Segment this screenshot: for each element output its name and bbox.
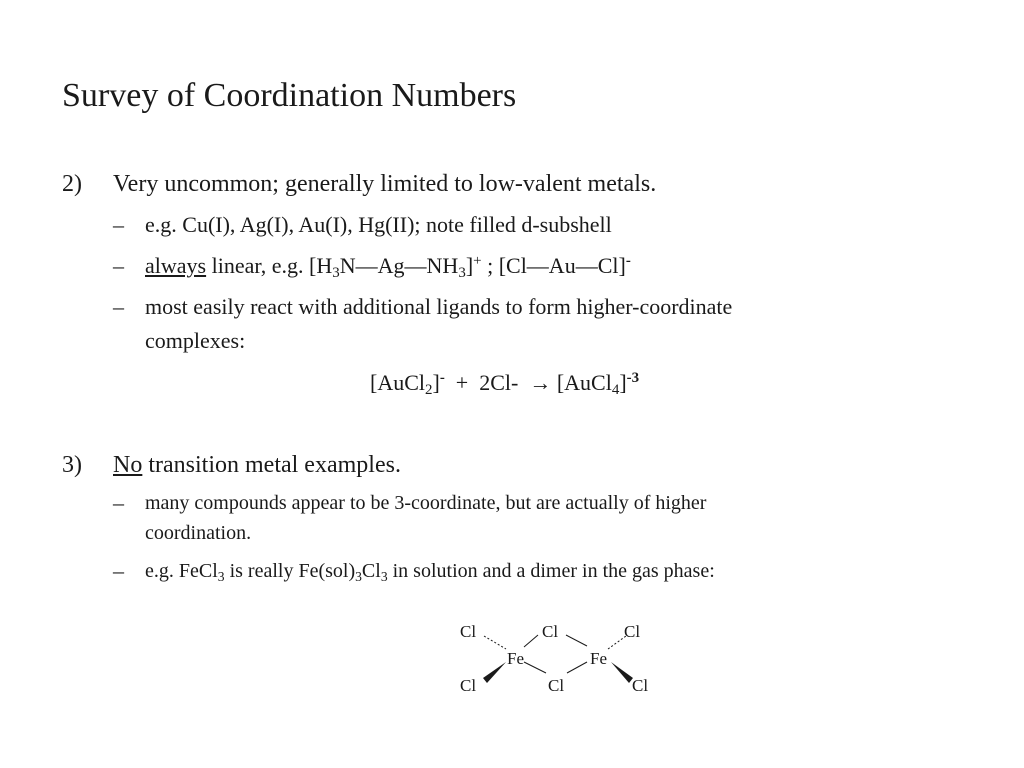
atom-label-cl: Cl bbox=[542, 622, 559, 641]
text-run: in solution and a dimer in the gas phase: bbox=[387, 560, 715, 582]
atom-label-fe: Fe bbox=[507, 649, 524, 668]
underlined-always: always bbox=[145, 253, 207, 278]
bullet-react-line2: complexes: bbox=[145, 328, 246, 353]
text-run: transition metal examples. bbox=[142, 452, 401, 478]
section-number-2: 2) bbox=[62, 171, 82, 197]
bullet-examples-text: e.g. Cu(I), Ag(I), Au(I), Hg(II); note filled d-subshell bbox=[145, 212, 612, 237]
bullet-fecl3-text bbox=[145, 556, 715, 586]
section-number-3: 3) bbox=[62, 452, 82, 478]
text-run: + 2Cl- → [AuCl bbox=[444, 370, 612, 395]
bullet-marker: – bbox=[113, 212, 124, 237]
text-run: ] bbox=[432, 370, 440, 395]
text-run: Cl bbox=[361, 560, 381, 582]
bridge-bond bbox=[524, 635, 538, 647]
bullet-compounds-line2: coordination. bbox=[145, 522, 252, 544]
bullet-linear-text bbox=[145, 251, 631, 281]
text-run: [AuCl bbox=[370, 370, 425, 395]
text-run: is really Fe(sol) bbox=[224, 560, 356, 582]
bullet-marker: – bbox=[113, 253, 124, 278]
slide-title: Survey of Coordination Numbers bbox=[62, 77, 517, 114]
bridge-bond bbox=[567, 662, 587, 673]
bridge-bond bbox=[524, 662, 546, 673]
text-run: ] bbox=[465, 253, 474, 278]
subscript: 3 bbox=[458, 265, 466, 282]
bullet-react-line1: most easily react with additional ligands to form higher-coordinate bbox=[145, 294, 733, 319]
atom-label-fe: Fe bbox=[590, 649, 607, 668]
bullet-compounds-line1: many compounds appear to be 3-coordinate, but are actually of higher bbox=[145, 492, 707, 514]
subscript: 3 bbox=[332, 265, 340, 282]
bullet-marker: – bbox=[113, 558, 124, 583]
subscript: 3 bbox=[380, 568, 388, 584]
superscript: -3 bbox=[626, 369, 640, 386]
fe2cl6-dimer-diagram bbox=[450, 615, 670, 705]
atom-label-cl: Cl bbox=[548, 676, 565, 695]
text-run: ; [Cl—Au—Cl] bbox=[481, 253, 626, 278]
subscript: 4 bbox=[611, 382, 620, 399]
text-run: ] bbox=[619, 370, 627, 395]
subscript: 2 bbox=[425, 382, 433, 399]
text-run: N—Ag—NH bbox=[339, 253, 459, 278]
subscript: 3 bbox=[355, 568, 362, 584]
underlined-no: No bbox=[113, 452, 143, 478]
superscript: + bbox=[473, 252, 482, 269]
wedge-bond bbox=[483, 662, 506, 683]
superscript: - bbox=[625, 252, 631, 269]
section-3-heading bbox=[113, 450, 401, 480]
atom-label-cl: Cl bbox=[460, 676, 477, 695]
atom-label-cl: Cl bbox=[624, 622, 641, 641]
reaction-equation bbox=[370, 368, 639, 398]
atom-label-cl: Cl bbox=[632, 676, 649, 695]
text-run: e.g. FeCl bbox=[145, 560, 218, 582]
subscript: 3 bbox=[217, 568, 225, 584]
bridge-bond bbox=[566, 635, 587, 646]
atom-label-cl: Cl bbox=[460, 622, 477, 641]
dashed-bond bbox=[484, 636, 506, 649]
bullet-marker: – bbox=[113, 294, 124, 319]
section-2-heading: Very uncommon; generally limited to low-valent metals. bbox=[113, 171, 657, 197]
text-run: linear, e.g. [H bbox=[206, 253, 333, 278]
superscript: - bbox=[439, 369, 445, 386]
bullet-marker: – bbox=[113, 490, 124, 515]
wedge-bond bbox=[611, 662, 633, 683]
